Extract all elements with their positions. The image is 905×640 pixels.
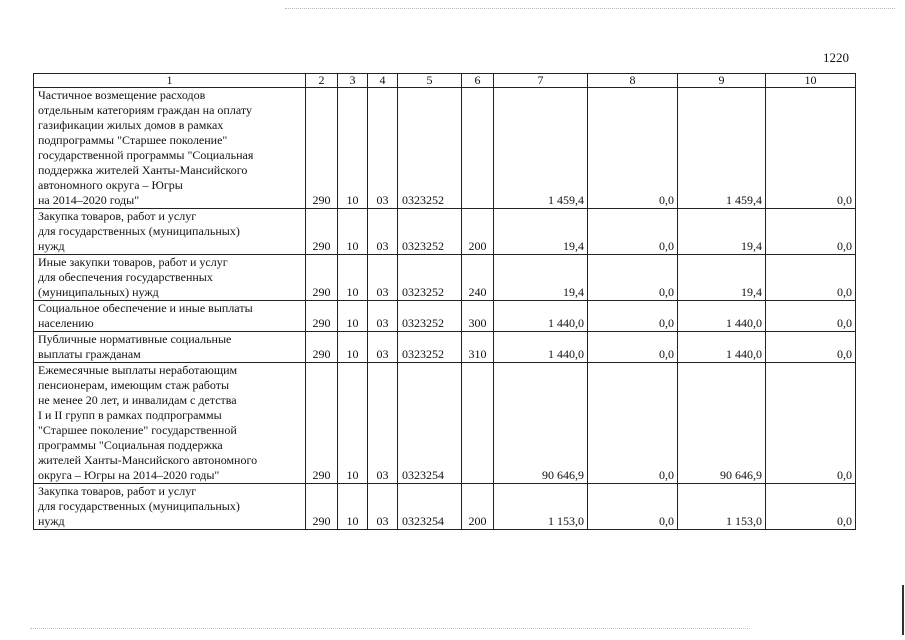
cell-expense-type: 240 (462, 255, 494, 301)
cell-expense-type (462, 363, 494, 484)
item-name-line: "Старшее поколение" государственной (38, 423, 237, 437)
column-header: 2 (306, 74, 338, 88)
item-name-line: для государственных (муниципальных) (38, 499, 240, 513)
item-name-line: округа – Югры на 2014–2020 годы" (38, 468, 220, 482)
column-header: 8 (588, 74, 678, 88)
item-name-line: Иные закупки товаров, работ и услуг (38, 255, 228, 269)
cell-amount-other: 0,0 (766, 332, 856, 363)
column-header: 7 (494, 74, 588, 88)
cell-section: 10 (338, 363, 368, 484)
table-row (34, 363, 856, 484)
item-name-line: Закупка товаров, работ и услуг (38, 209, 197, 223)
cell-item-name (34, 363, 306, 484)
scan-artifact-right-edge (902, 585, 904, 635)
column-header: 4 (368, 74, 398, 88)
column-header: 10 (766, 74, 856, 88)
cell-amount-total: 19,4 (494, 255, 588, 301)
item-name-line: пенсионерам, имеющим стаж работы (38, 378, 230, 392)
table-body (34, 88, 856, 530)
cell-amount-total: 19,4 (494, 209, 588, 255)
cell-target-article: 0323252 (398, 332, 462, 363)
item-name-line: населению (38, 316, 94, 330)
cell-target-article: 0323252 (398, 255, 462, 301)
header-row (34, 74, 856, 88)
cell-amount-total: 90 646,9 (494, 363, 588, 484)
item-name-line: поддержка жителей Ханты-Мансийского (38, 163, 248, 177)
cell-subsection: 03 (368, 332, 398, 363)
item-name-line: I и II групп в рамках подпрограммы (38, 408, 222, 422)
cell-target-article: 0323252 (398, 88, 462, 209)
item-name-line: (муниципальных) нужд (38, 285, 159, 299)
cell-section: 10 (338, 255, 368, 301)
cell-amount-total: 1 153,0 (494, 484, 588, 530)
cell-item-name (34, 209, 306, 255)
cell-amount-federal: 0,0 (588, 255, 678, 301)
cell-section: 10 (338, 209, 368, 255)
item-name-line: нужд (38, 514, 65, 528)
cell-admin-code: 290 (306, 363, 338, 484)
cell-amount-total: 1 440,0 (494, 332, 588, 363)
cell-admin-code: 290 (306, 484, 338, 530)
cell-amount-regional: 19,4 (678, 209, 766, 255)
cell-amount-other: 0,0 (766, 301, 856, 332)
cell-amount-regional: 1 440,0 (678, 332, 766, 363)
cell-amount-federal: 0,0 (588, 332, 678, 363)
cell-section: 10 (338, 332, 368, 363)
item-name-line: для обеспечения государственных (38, 270, 213, 284)
cell-admin-code: 290 (306, 301, 338, 332)
item-name-line: автономного округа – Югры (38, 178, 183, 192)
item-name-line: отдельным категориям граждан на оплату (38, 103, 252, 117)
cell-subsection: 03 (368, 301, 398, 332)
cell-section: 10 (338, 301, 368, 332)
item-name-line: нужд (38, 239, 65, 253)
cell-target-article: 0323252 (398, 209, 462, 255)
column-header: 5 (398, 74, 462, 88)
scan-artifact-top (285, 8, 895, 11)
cell-amount-other: 0,0 (766, 209, 856, 255)
cell-expense-type (462, 88, 494, 209)
table-row (34, 484, 856, 530)
item-name-line: Частичное возмещение расходов (38, 88, 206, 102)
cell-admin-code: 290 (306, 255, 338, 301)
item-name-line: Закупка товаров, работ и услуг (38, 484, 197, 498)
table-row (34, 301, 856, 332)
column-header: 3 (338, 74, 368, 88)
cell-item-name (34, 332, 306, 363)
cell-item-name (34, 301, 306, 332)
page-number: 1220 (823, 50, 849, 65)
cell-expense-type: 200 (462, 484, 494, 530)
cell-amount-total: 1 459,4 (494, 88, 588, 209)
cell-amount-total: 1 440,0 (494, 301, 588, 332)
cell-target-article: 0323254 (398, 484, 462, 530)
item-name-line: на 2014–2020 годы" (38, 193, 140, 207)
column-header: 9 (678, 74, 766, 88)
cell-amount-regional: 1 440,0 (678, 301, 766, 332)
cell-admin-code: 290 (306, 88, 338, 209)
scan-artifact-bottom (30, 628, 750, 631)
cell-item-name (34, 88, 306, 209)
cell-amount-other: 0,0 (766, 363, 856, 484)
table-row (34, 332, 856, 363)
cell-target-article: 0323252 (398, 301, 462, 332)
cell-subsection: 03 (368, 484, 398, 530)
cell-section: 10 (338, 484, 368, 530)
cell-expense-type: 310 (462, 332, 494, 363)
item-name-line: для государственных (муниципальных) (38, 224, 240, 238)
cell-admin-code: 290 (306, 209, 338, 255)
cell-amount-federal: 0,0 (588, 209, 678, 255)
cell-expense-type: 200 (462, 209, 494, 255)
cell-target-article: 0323254 (398, 363, 462, 484)
table-row (34, 209, 856, 255)
cell-amount-regional: 90 646,9 (678, 363, 766, 484)
cell-item-name (34, 255, 306, 301)
cell-amount-federal: 0,0 (588, 484, 678, 530)
item-name-line: жителей Ханты-Мансийского автономного (38, 453, 258, 467)
cell-amount-regional: 19,4 (678, 255, 766, 301)
item-name-line: подпрограммы "Старшее поколение" (38, 133, 228, 147)
cell-amount-regional: 1 153,0 (678, 484, 766, 530)
table-row (34, 88, 856, 209)
cell-amount-federal: 0,0 (588, 363, 678, 484)
cell-expense-type: 300 (462, 301, 494, 332)
item-name-line: программы "Социальная поддержка (38, 438, 223, 452)
item-name-line: Ежемесячные выплаты неработающим (38, 363, 238, 377)
cell-subsection: 03 (368, 88, 398, 209)
cell-amount-other: 0,0 (766, 88, 856, 209)
cell-subsection: 03 (368, 209, 398, 255)
item-name-line: Социальное обеспечение и иные выплаты (38, 301, 253, 315)
item-name-line: газификации жилых домов в рамках (38, 118, 224, 132)
cell-item-name (34, 484, 306, 530)
cell-section: 10 (338, 88, 368, 209)
table-row (34, 255, 856, 301)
cell-subsection: 03 (368, 363, 398, 484)
cell-amount-other: 0,0 (766, 255, 856, 301)
cell-amount-federal: 0,0 (588, 301, 678, 332)
cell-admin-code: 290 (306, 332, 338, 363)
item-name-line: Публичные нормативные социальные (38, 332, 232, 346)
column-header: 1 (34, 74, 306, 88)
cell-amount-other: 0,0 (766, 484, 856, 530)
cell-amount-regional: 1 459,4 (678, 88, 766, 209)
item-name-line: не менее 20 лет, и инвалидам с детства (38, 393, 237, 407)
cell-amount-federal: 0,0 (588, 88, 678, 209)
cell-subsection: 03 (368, 255, 398, 301)
column-header: 6 (462, 74, 494, 88)
item-name-line: выплаты гражданам (38, 347, 141, 361)
budget-table (33, 73, 856, 530)
item-name-line: государственной программы "Социальная (38, 148, 254, 162)
